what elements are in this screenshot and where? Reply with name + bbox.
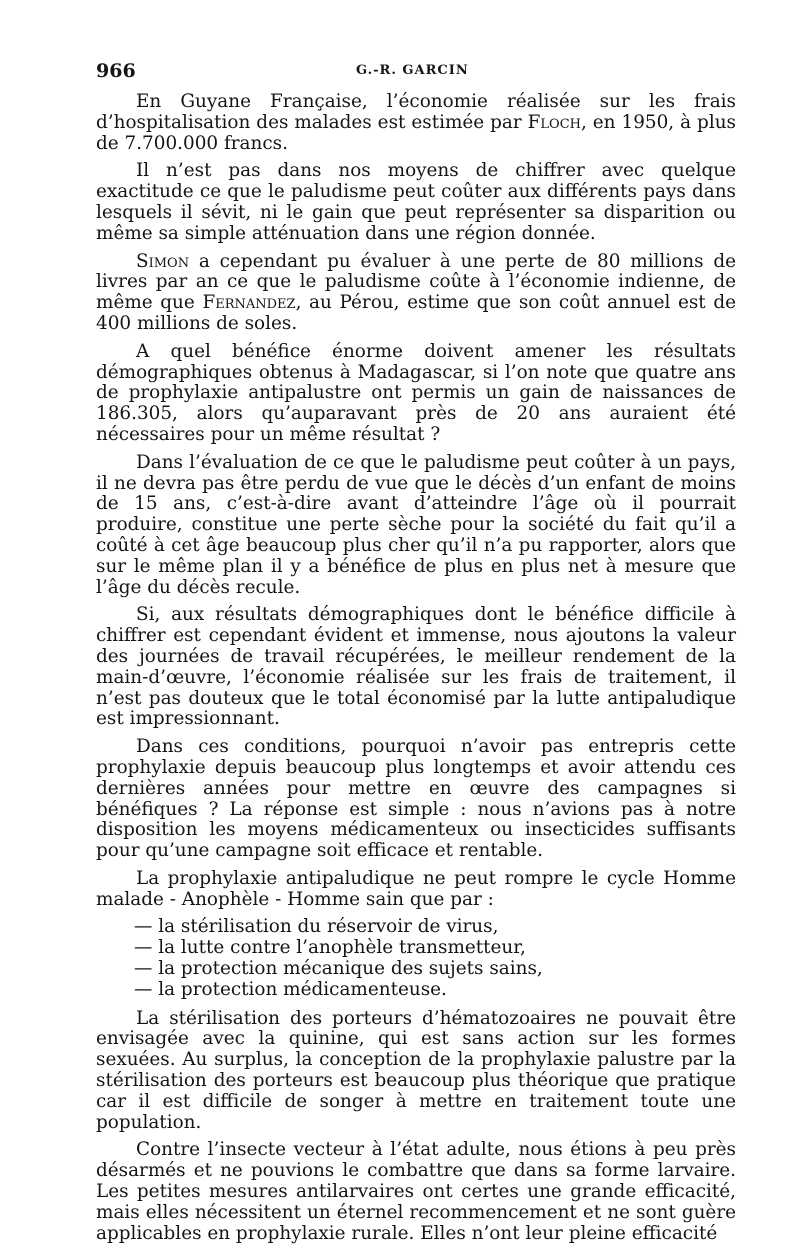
list-item: — la protection médicamenteuse. [134,978,447,1000]
author-name: Simon [136,250,190,272]
paragraph-child-death: Dans l’évaluation de ce que le paludisme peut coûter à un pays, il ne devra pas être perdu de vue que le décès d’un enfant de moins de 15 ans, c’est-à-dire avant d’atteindre l’âge où il pourrait produire, constitue une perte sèche pour la société du fait qu’il a coûté à cet âge beaucoup plus cher qu’il n’a pu rapporter, alors que sur le même plan il y a bénéfice de plus en plus net à mesure que l’âge du décès recule. [96,451,736,598]
prophylaxis-list [96,917,736,1000]
paragraph-text: En Guyane Française, l’économie réalisée sur les frais d’hospitalisation des malades est estimée par [96,91,736,133]
author-name: Floch [527,111,581,133]
author-name: Fernandez [202,292,296,314]
paragraph-text: a cependant pu évaluer à une perte de 80 millions de livres par an ce que le paludisme coûte à l’économie indienne, de même que [96,250,736,314]
page [96,58,736,1251]
paragraph-text: , en 1950, à plus de 7.700.000 francs. [96,111,736,154]
paragraph-demographic-results: Si, aux résultats démographiques dont le bénéfice difficile à chiffrer est cependant évident et immense, nous ajoutons la valeur des journées de travail récupérées, le meilleur rendement de la main-d’œuvre, l’économie réalisée sur les frais de traitement, il n’est pas douteux que le total économisé par la lutte antipaludique est impressionnant. [96,604,736,730]
list-item: — la stérilisation du réservoir de virus, [134,916,499,938]
list-item: — la protection mécanique des sujets sains, [134,958,543,980]
paragraph-prophylaxis-cycle: La prophylaxie antipaludique ne peut rompre le cycle Homme malade - Anophèle - Homme sain que par : [96,867,736,910]
running-header [96,58,736,92]
running-title: G.-R. GARCIN [356,63,469,78]
paragraph-simon-fernandez [96,252,736,335]
paragraph-vector-control: Contre l’insecte vecteur à l’état adulte, nous étions à peu près désarmés et ne pouvions le combattre que dans sa forme larvaire. Les petites mesures antilarvaires ont certes une grande efficacité, mais elles nécessitent un éternel recommencement et ne sont guère applicables en prophylaxie rurale. Elles n’ont leur pleine efficacité [96,1139,736,1244]
paragraph-conditions: Dans ces conditions, pourquoi n’avoir pas entrepris cette prophylaxie depuis beaucoup plus longtemps et avoir attendu ces dernières années pour mettre en œuvre des campagnes si bénéfiques ? La réponse est simple : nous n’avions pas à notre disposition les moyens médicamenteux ou insecticides suffisants pour qu’une campagne soit efficace et rentable. [96,736,736,862]
page-number: 966 [96,60,136,82]
paragraph-cost-estimate: Il n’est pas dans nos moyens de chiffrer avec quelque exactitude ce que le paludisme peut coûter aux différents pays dans lesquels il sévit, ni le gain que peut représenter sa disparition ou même sa simple atténuation dans une région donnée. [96,160,736,244]
paragraph-text: , au Pérou, estime que son coût annuel est de 400 millions de soles. [96,292,736,334]
paragraph-guyane [96,92,736,154]
list-item: — la lutte contre l’anophèle transmetteur, [134,937,526,959]
paragraph-madagascar: A quel bénéfice énorme doivent amener les résultats démographiques obtenus à Madagascar, si l’on note que quatre ans de prophylaxie antipalustre ont permis un gain de naissances de 186.305, alors qu’auparavant près de 20 ans auraient été nécessaires pour un même résultat ? [96,340,736,445]
paragraph-sterilisation: La stérilisation des porteurs d’hématozoaires ne pouvait être envisagée avec la quinine, qui est sans action sur les formes sexuées. Au surplus, la conception de la prophylaxie palustre par la stérilisation des porteurs est beaucoup plus théorique que pratique car il est difficile de songer à mettre en traitement toute une population. [96,1007,736,1133]
